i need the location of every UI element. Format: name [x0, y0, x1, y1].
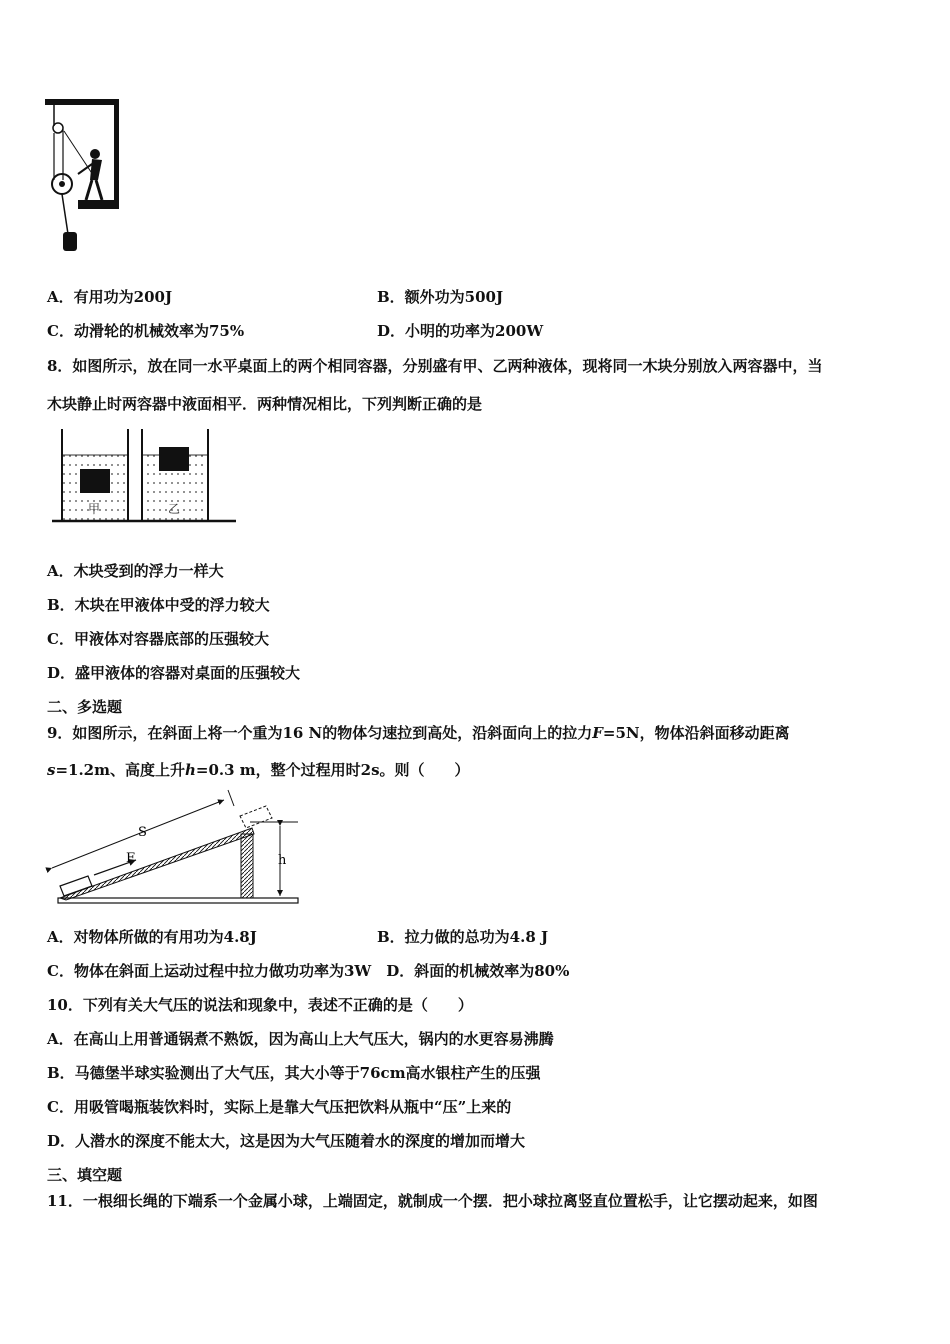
q8-stem-line2: 木块静止时两容器中液面相平．两种情况相比，下列判断正确的是 [47, 395, 483, 413]
q8-option-b: B．木块在甲液体中受的浮力较大 [47, 596, 270, 614]
q10-option-c: C．用吸管喝瓶装饮料时，实际上是靠大气压把饮料从瓶中“压”上来的 [47, 1098, 512, 1116]
q7-option-b: B．额外功为500J [377, 288, 504, 306]
q9-stem-line1: 9．如图所示，在斜面上将一个重为16 N的物体匀速拉到高处，沿斜面向上的拉力F=5N，物体沿斜面移动距离 [47, 724, 790, 742]
q7-option-a: A．有用功为200J [47, 288, 173, 306]
q9-option-b: B．拉力做的总功为4.8 J [377, 928, 549, 946]
label-F: F [126, 851, 136, 866]
incline-figure [40, 788, 302, 908]
q8-option-a: A．木块受到的浮力一样大 [47, 562, 224, 580]
label-S: S [138, 825, 147, 840]
q10-option-a: A．在高山上用普通锅煮不熟饭，因为高山上大气压大，锅内的水更容易沸腾 [47, 1030, 554, 1048]
label-jia: 甲 [88, 502, 101, 516]
q10-option-d: D．人潜水的深度不能太大，这是因为大气压随着水的深度的增加而增大 [47, 1132, 526, 1150]
q8-stem-line1: 8．如图所示，放在同一水平桌面上的两个相同容器，分别盛有甲、乙两种液体，现将同一木块分别放入两容器中，当 [47, 357, 823, 375]
label-h: h [278, 853, 287, 868]
q8-option-d: D．盛甲液体的容器对桌面的压强较大 [47, 664, 301, 682]
q11-stem: 11．一根细长绳的下端系一个金属小球，上端固定，就制成一个摆．把小球拉离竖直位置松手，让它摆动起来，如图 [47, 1192, 818, 1210]
q9-option-a: A．对物体所做的有用功为4.8J [47, 928, 257, 946]
q9-option-cd: C．物体在斜面上运动过程中拉力做功功率为3W D．斜面的机械效率为80% [47, 962, 570, 980]
section-heading-multiple-choice: 二、多选题 [47, 698, 123, 716]
q7-option-c: C．动滑轮的机械效率为75% [47, 322, 245, 340]
containers-figure [50, 425, 240, 531]
q10-option-b: B．马德堡半球实验测出了大气压，其大小等于76cm高水银柱产生的压强 [47, 1064, 541, 1082]
label-yi: 乙 [168, 502, 181, 516]
q10-stem: 10．下列有关大气压的说法和现象中，表述不正确的是（ ） [47, 996, 473, 1014]
q8-option-c: C．甲液体对容器底部的压强较大 [47, 630, 269, 648]
q7-option-d: D．小明的功率为200W [377, 322, 544, 340]
pulley-figure [40, 96, 122, 262]
section-heading-fill-in: 三、填空题 [47, 1166, 123, 1184]
q9-stem-line2: s=1.2m、高度上升h=0.3 m，整个过程用时2s。则（ ） [47, 761, 470, 779]
